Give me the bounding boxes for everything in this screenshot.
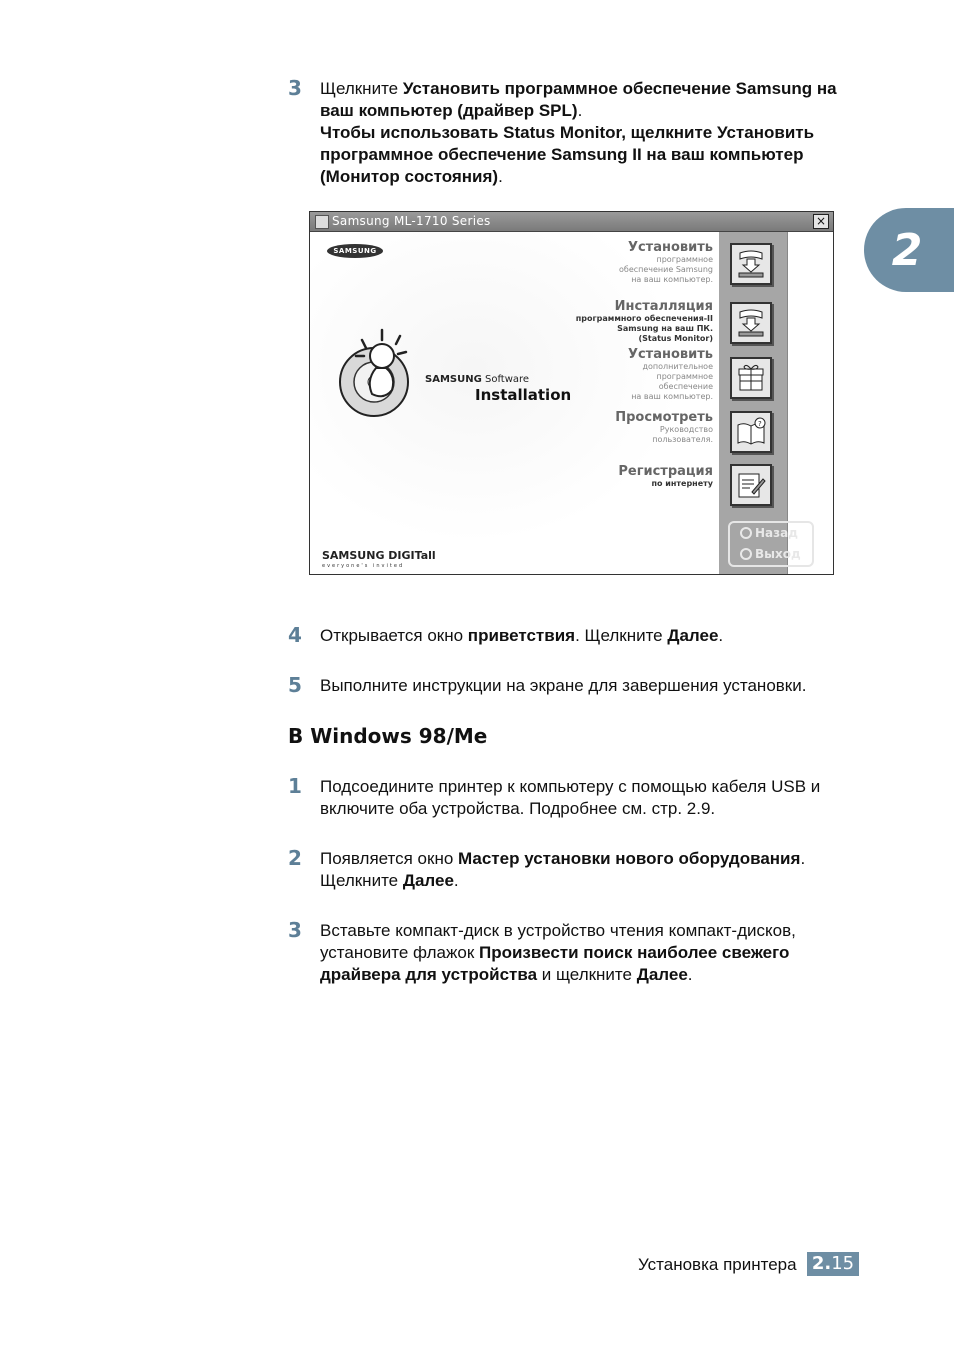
menu-sub: на ваш компьютер. — [631, 392, 713, 401]
step-number: 4 — [288, 623, 302, 647]
installation-label: Installation — [475, 386, 572, 404]
digitall-logo: SAMSUNG DIGITall — [322, 549, 436, 562]
step-text-plain: . — [718, 626, 724, 645]
footer-page-number — [807, 1252, 859, 1276]
menu-install-software[interactable] — [619, 240, 713, 285]
step-4 — [288, 625, 858, 647]
menu-title: Установить — [627, 347, 713, 362]
menu-view-guide[interactable] — [615, 410, 713, 445]
cd-mascot-icon — [336, 320, 416, 430]
step-text-plain: . Щелкните — [320, 849, 806, 890]
step-text-bold: Далее — [402, 871, 454, 890]
step-text — [320, 78, 858, 188]
menu-online-registration[interactable] — [618, 464, 713, 489]
form-pen-icon — [736, 470, 766, 500]
step-text-plain: . — [577, 101, 583, 120]
step-number: 1 — [288, 774, 302, 798]
step-number: 3 — [288, 76, 302, 100]
samsung-logo: SAMSUNG — [327, 244, 383, 258]
step-text-plain: . Щелкните — [575, 626, 668, 645]
chapter-tab — [864, 208, 954, 292]
step-text-plain: и щелкните — [537, 965, 637, 984]
exit-icon — [740, 548, 752, 560]
window-app-icon — [315, 215, 329, 229]
step-text-plain: Вставьте компакт-диск в устройство чтения компакт-дисков, установите флажок — [320, 921, 796, 962]
step-text-bold: приветствия — [467, 626, 576, 645]
menu-sub: пользователя. — [652, 435, 713, 444]
menu-sub: обеспечение — [658, 382, 713, 391]
menu-sub: обеспечение Samsung — [618, 265, 713, 274]
view-guide-button[interactable] — [730, 411, 772, 453]
footer-section-title: Установка принтера — [638, 1255, 797, 1274]
software-label — [425, 374, 529, 385]
exit-button[interactable] — [740, 547, 801, 561]
installer-window-screenshot — [309, 211, 834, 575]
step-3-win98 — [288, 920, 858, 986]
step-text: Выполните инструкции на экране для завершения установки. — [320, 676, 807, 695]
step-number: 5 — [288, 673, 302, 697]
step-text-bold: Далее — [667, 626, 719, 645]
menu-title: Установить — [627, 240, 713, 255]
book-help-icon — [736, 417, 766, 447]
step-text-plain: Появляется окно — [320, 849, 459, 868]
menu-title: Инсталляция — [614, 299, 713, 314]
digitall-slogan: everyone's invited — [322, 563, 405, 569]
window-body — [310, 232, 719, 574]
online-registration-button[interactable] — [730, 464, 772, 506]
step-number: 3 — [288, 918, 302, 942]
menu-title: Просмотреть — [615, 410, 713, 425]
menu-sub: Samsung на ваш ПК. — [617, 324, 713, 333]
menu-install-status-monitor[interactable] — [576, 299, 713, 344]
menu-title: Регистрация — [618, 464, 713, 479]
exit-button-label: Выход — [755, 547, 801, 561]
menu-sub: по интернету — [651, 479, 713, 488]
step-1-win98 — [288, 776, 858, 820]
menu-install-additional[interactable] — [628, 347, 713, 402]
svg-text:?: ? — [758, 420, 762, 428]
step-text-bold: Далее — [636, 965, 688, 984]
cd-install-icon — [736, 249, 766, 279]
window-title: Samsung ML-1710 Series — [332, 214, 491, 228]
close-icon[interactable]: × — [813, 214, 829, 229]
software-label-rest: Software — [481, 374, 530, 385]
step-text-plain: . — [453, 871, 459, 890]
gift-box-icon — [736, 363, 766, 393]
back-button[interactable] — [740, 526, 798, 540]
menu-sub: дополнительное — [642, 362, 713, 371]
chapter-number: 2 — [891, 224, 923, 276]
page-number: 15 — [831, 1253, 855, 1274]
step-text — [320, 848, 858, 892]
step-text-plain: . — [498, 167, 503, 186]
menu-sub: Руководство — [659, 425, 713, 434]
step-text-plain: . — [687, 965, 693, 984]
step-text — [320, 920, 858, 986]
step-text — [320, 625, 858, 647]
menu-sub: на ваш компьютер. — [631, 275, 713, 284]
arrow-left-icon — [740, 527, 752, 539]
cd-install-icon — [736, 308, 766, 338]
step-text-bold: Произвести поиск наиболее свежего драйвера для устройства — [320, 943, 790, 984]
nav-button-group — [728, 521, 814, 567]
step-text-bold: Установить программное обеспечение Samsung на ваш компьютер (драйвер SPL) — [320, 79, 837, 120]
step-3-top — [288, 78, 858, 188]
install-additional-button[interactable] — [730, 357, 772, 399]
menu-sub: программного обеспечения-II — [575, 314, 713, 323]
software-label-brand: SAMSUNG — [425, 374, 482, 385]
menu-sub: программное — [656, 372, 713, 381]
step-text-plain: Открывается окно — [320, 626, 468, 645]
step-5 — [288, 675, 858, 697]
step-text-bold: Мастер установки нового оборудования — [458, 849, 801, 868]
install-status-monitor-button[interactable] — [730, 302, 772, 344]
menu-sub: программное — [656, 255, 713, 264]
step-text-bold: Чтобы использовать Status Monitor, щелкните Установить программное обеспечение Samsung II на ваш компьютер (Монитор состояния) — [320, 123, 815, 186]
step-2-win98 — [288, 848, 858, 892]
step-text: Подсоедините принтер к компьютеру с помощью кабеля USB и включите оба устройства. Подробнее см. стр. 2.9. — [320, 777, 821, 818]
back-button-label: Назад — [755, 526, 798, 540]
install-software-button[interactable] — [730, 243, 772, 285]
section-heading: В Windows 98/Me — [288, 724, 488, 748]
menu-sub: (Status Monitor) — [638, 334, 713, 343]
window-titlebar — [310, 212, 833, 232]
step-text-plain: Щелкните — [320, 79, 403, 98]
step-number: 2 — [288, 846, 302, 870]
page-chapter: 2. — [811, 1253, 832, 1274]
